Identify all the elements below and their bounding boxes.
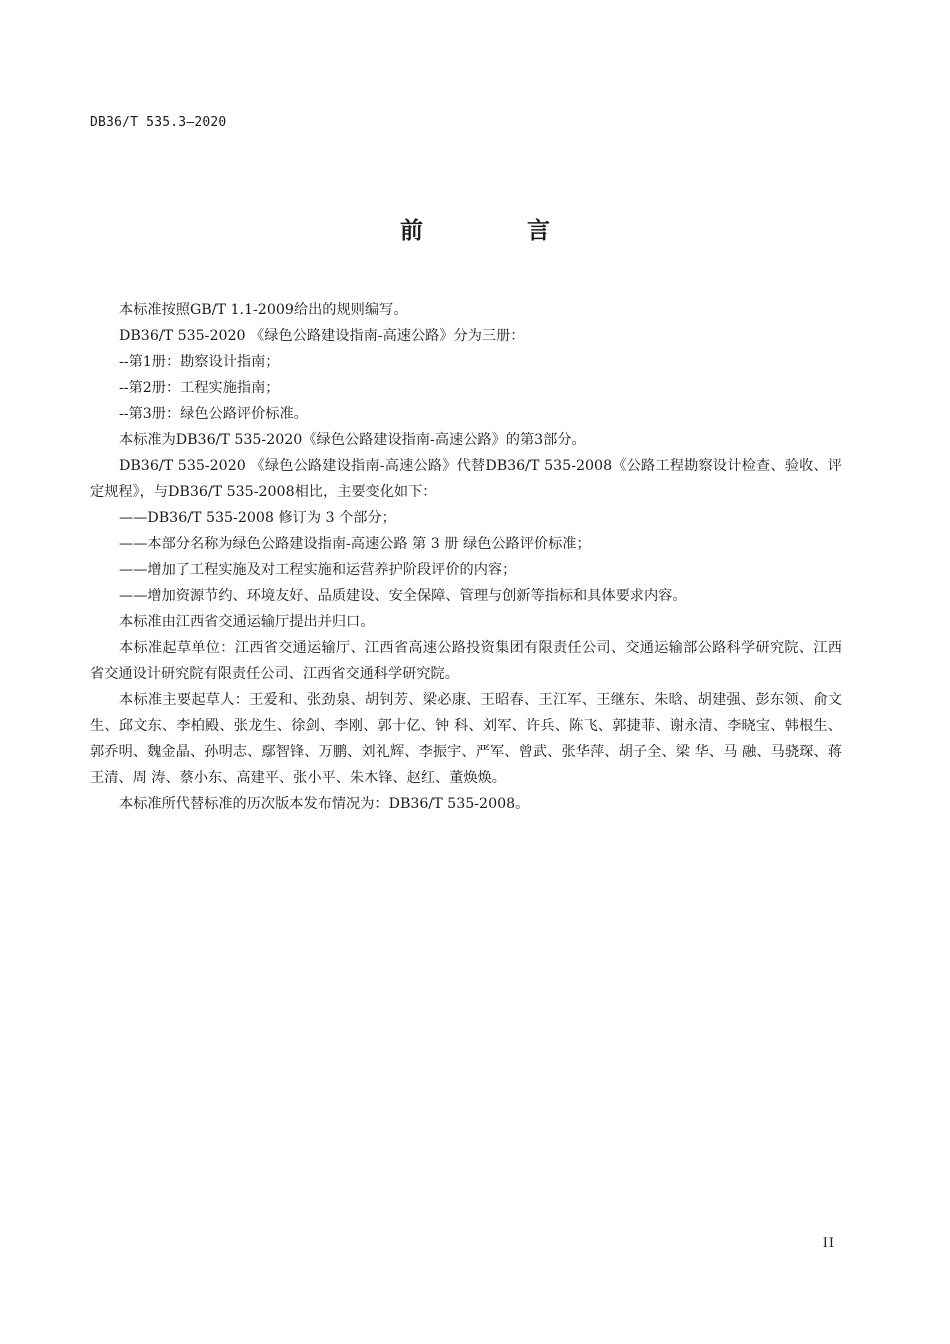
paragraph-change-4: ——增加资源节约、环境友好、品质建设、安全保障、管理与创新等指标和具体要求内容。 [119, 588, 687, 604]
paragraph-change-3: ——增加了工程实施及对工程实施和运营养护阶段评价的内容； [119, 562, 517, 578]
paragraph-drafters: 本标准主要起草人：王爱和、张劲泉、胡钊芳、梁必康、王昭春、王江军、王继东、朱晗、胡建强、彭东领、俞文生、邱文东、李柏殿、张龙生、徐剑、李刚、郭十亿、钟 科、刘军、许兵、陈飞、郭捷菲、谢永清、李晓宝、韩根生、郭乔明、魏金晶、孙明志、鄢智锋、万鹏、刘礼辉、李振宇、严军、曾武、张华萍、胡子全、梁 华、马 融、马骁琛、蒋王清、周 涛、蔡小东、高建平、张小平、朱木锋、赵红、董焕焕。 [90, 692, 842, 786]
paragraph-history: 本标准所代替标准的历次版本发布情况为：DB36/T 535-2008。 [119, 796, 530, 812]
paragraph-volume-2: --第2册：工程实施指南； [119, 380, 280, 396]
document-code: DB36/T 535.3—2020 [90, 115, 227, 130]
page-number: II [822, 1236, 835, 1251]
foreword-body [90, 297, 842, 817]
page-title: 前 言 [399, 218, 598, 244]
paragraph-volume-1: --第1册：勘察设计指南； [119, 354, 280, 370]
paragraph-change-1: ——DB36/T 535-2008 修订为 3 个部分； [119, 510, 396, 526]
paragraph-volumes-intro: DB36/T 535-2020 《绿色公路建设指南-高速公路》分为三册： [119, 328, 525, 344]
paragraph-volume-3: --第3册：绿色公路评价标准。 [119, 406, 308, 422]
paragraph-replacement: DB36/T 535-2020 《绿色公路建设指南-高速公路》代替DB36/T 535-2008《公路工程勘察设计检查、验收、评定规程》，与DB36/T 535-2008相比，主要变化如下： [90, 458, 842, 500]
paragraph-part-statement: 本标准为DB36/T 535-2020《绿色公路建设指南-高速公路》的第3部分。 [119, 432, 586, 448]
paragraph-rules: 本标准按照GB/T 1.1-2009给出的规则编写。 [119, 302, 408, 318]
paragraph-drafting-units: 本标准起草单位：江西省交通运输厅、江西省高速公路投资集团有限责任公司、交通运输部公路科学研究院、江西省交通设计研究院有限责任公司、江西省交通科学研究院。 [90, 640, 842, 682]
paragraph-change-2: ——本部分名称为绿色公路建设指南-高速公路 第 3 册 绿色公路评价标准； [119, 536, 591, 552]
paragraph-proposer: 本标准由江西省交通运输厅提出并归口。 [119, 614, 375, 630]
